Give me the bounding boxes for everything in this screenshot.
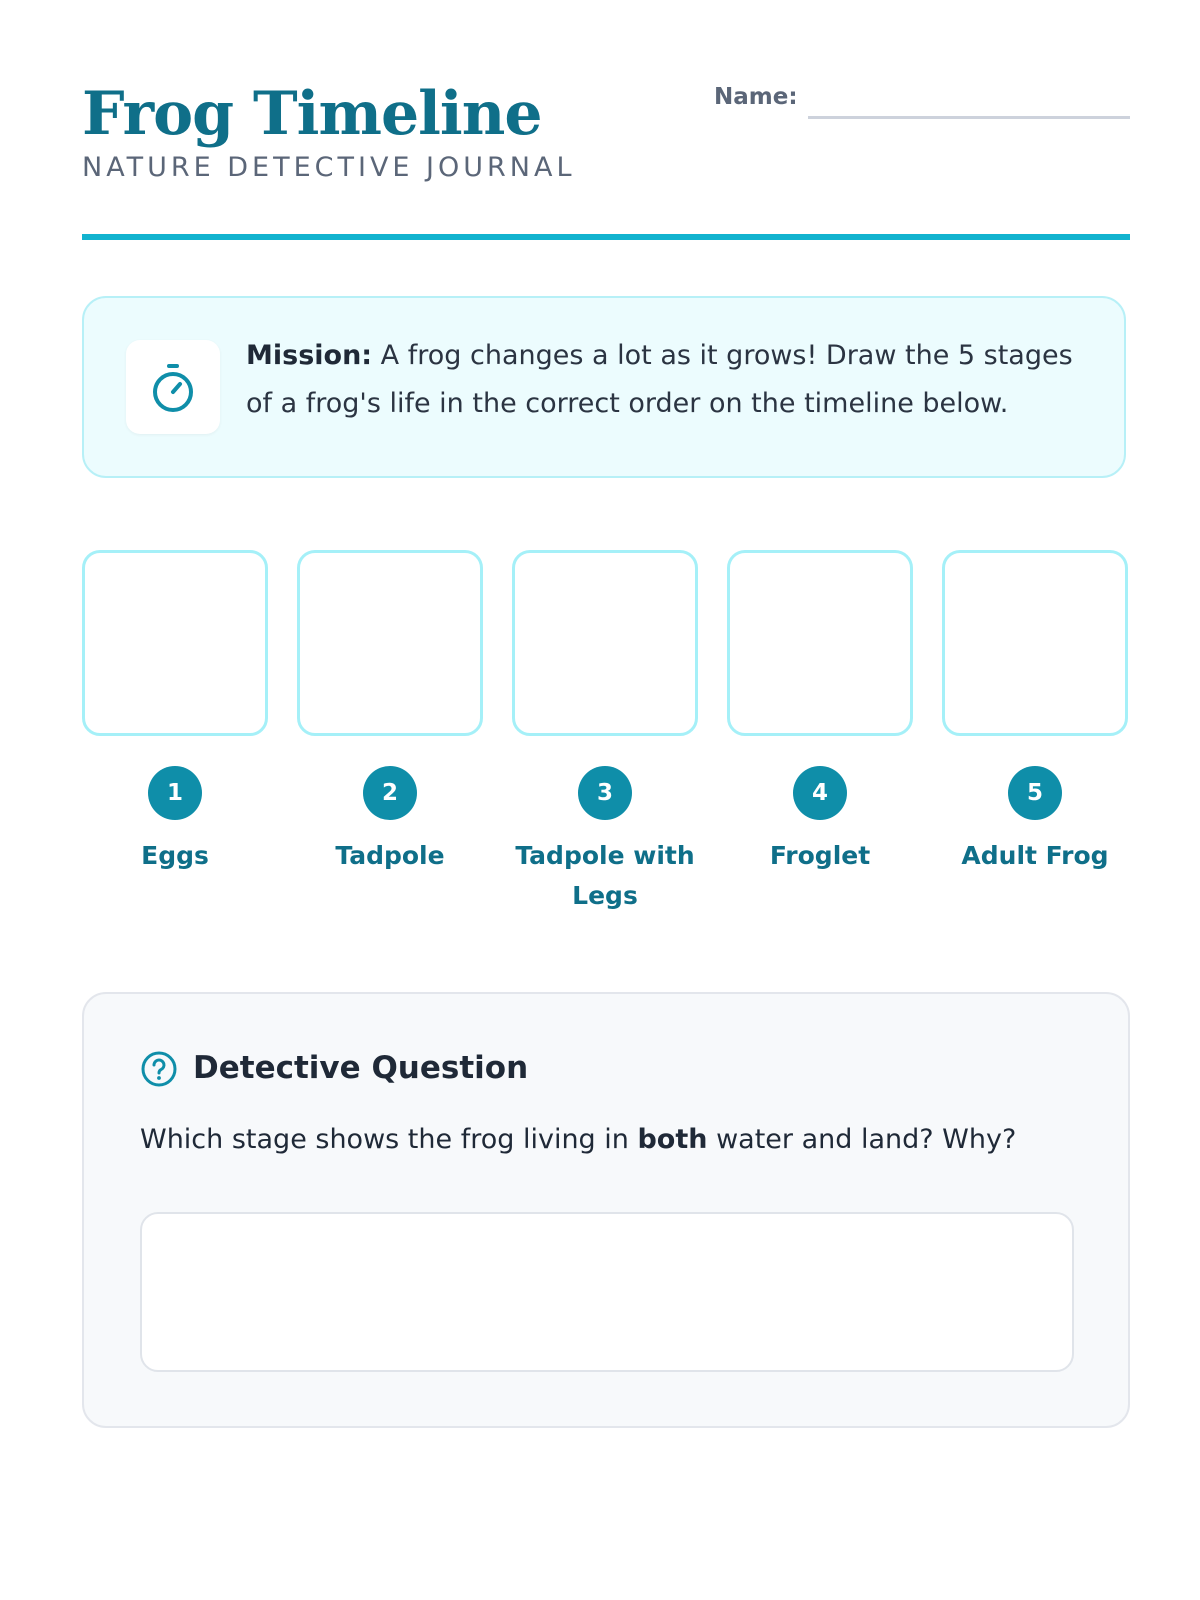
stage-label: Tadpole with Legs	[515, 841, 695, 910]
header-divider	[82, 234, 1130, 240]
mission-icon-container	[126, 340, 220, 434]
drawing-box-5[interactable]	[942, 550, 1128, 736]
mission-text	[246, 332, 1086, 428]
page-title: Frog Timeline	[82, 79, 542, 149]
question-title: Detective Question	[193, 1050, 529, 1086]
stage-number-badge: 2	[363, 766, 417, 820]
stage-number-badge: 4	[793, 766, 847, 820]
worksheet-page	[82, 0, 1130, 1155]
question-text-emphasis: both	[637, 1124, 708, 1155]
answer-textarea[interactable]	[140, 1212, 1074, 1372]
stage-label: Froglet	[769, 841, 871, 870]
timeline-stage-5	[942, 550, 1128, 876]
mission-callout	[82, 296, 1126, 478]
page-subtitle: NATURE DETECTIVE JOURNAL	[82, 152, 576, 183]
stage-label: Eggs	[141, 841, 209, 870]
name-input[interactable]	[808, 116, 1130, 119]
stage-number-badge: 5	[1008, 766, 1062, 820]
drawing-box-2[interactable]	[297, 550, 483, 736]
mission-label: Mission:	[246, 340, 373, 371]
name-label: Name:	[714, 84, 798, 110]
stage-number-badge: 1	[148, 766, 202, 820]
detective-question-card	[82, 992, 1130, 1428]
mission-body: A frog changes a lot as it grows! Draw the 5 stages of a frog's life in the correct order on the timeline below.	[246, 340, 1073, 419]
worksheet-header	[82, 0, 1130, 244]
drawing-box-3[interactable]	[512, 550, 698, 736]
timeline-stage-1	[82, 550, 268, 876]
question-circle-icon	[140, 1050, 178, 1088]
question-text-start: Which stage shows the frog living in	[140, 1124, 638, 1155]
drawing-box-1[interactable]	[82, 550, 268, 736]
question-text	[140, 1118, 1090, 1162]
stage-label: Adult Frog	[961, 841, 1109, 870]
timeline-stage-4	[727, 550, 913, 876]
question-text-end: water and land? Why?	[707, 1124, 1017, 1155]
stage-number-badge: 3	[578, 766, 632, 820]
drawing-box-4[interactable]	[727, 550, 913, 736]
frog-timeline	[82, 550, 1130, 910]
stopwatch-icon	[150, 362, 196, 414]
timeline-stage-2	[297, 550, 483, 876]
stage-label: Tadpole	[335, 841, 445, 870]
timeline-stage-3	[512, 550, 698, 916]
